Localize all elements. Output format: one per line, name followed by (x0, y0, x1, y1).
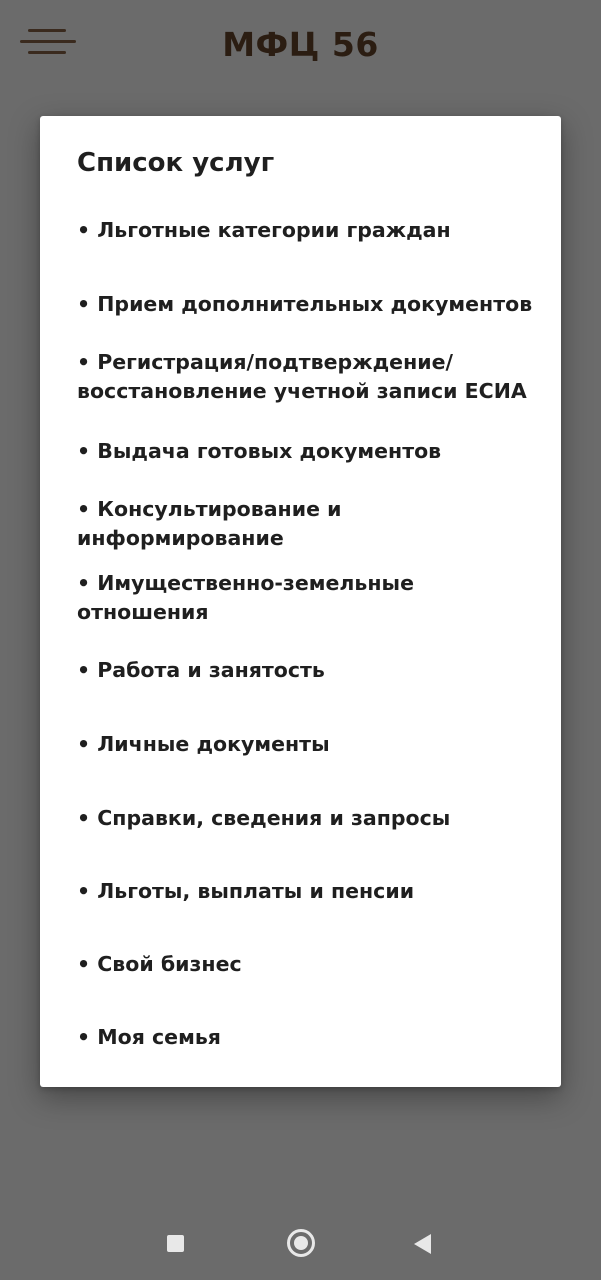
service-item-property-land[interactable]: • Имущественно-земельные отношения (77, 571, 414, 624)
app-title: МФЦ 56 (222, 25, 379, 64)
home-dot (294, 1236, 308, 1250)
service-item-benefits-pensions[interactable]: • Льготы, выплаты и пенсии (77, 879, 415, 903)
app-bar (0, 0, 601, 90)
dialog-title: Список услуг (77, 148, 275, 178)
service-item-preferential-categories[interactable]: • Льготные категории граждан (77, 218, 451, 242)
system-navigation-bar (0, 1205, 601, 1280)
service-item-personal-documents[interactable]: • Личные документы (77, 732, 330, 756)
square-recents-icon[interactable] (167, 1235, 184, 1252)
service-item-esia-account[interactable]: • Регистрация/подтверждение/ восстановление учетной записи ЕСИА (77, 350, 527, 403)
triangle-back-icon[interactable] (414, 1234, 431, 1254)
service-item-my-family[interactable]: • Моя семья (77, 1025, 221, 1049)
services-dialog (40, 116, 561, 1087)
circle-home-icon[interactable] (287, 1229, 315, 1257)
service-item-own-business[interactable]: • Свой бизнес (77, 952, 242, 976)
service-item-ready-documents[interactable]: • Выдача готовых документов (77, 439, 442, 463)
service-item-consulting[interactable]: • Консультирование и информирование (77, 497, 342, 550)
service-item-additional-documents[interactable]: • Прием дополнительных документов (77, 292, 533, 316)
service-item-work-employment[interactable]: • Работа и занятость (77, 658, 325, 682)
service-item-certificates[interactable]: • Справки, сведения и запросы (77, 806, 451, 830)
